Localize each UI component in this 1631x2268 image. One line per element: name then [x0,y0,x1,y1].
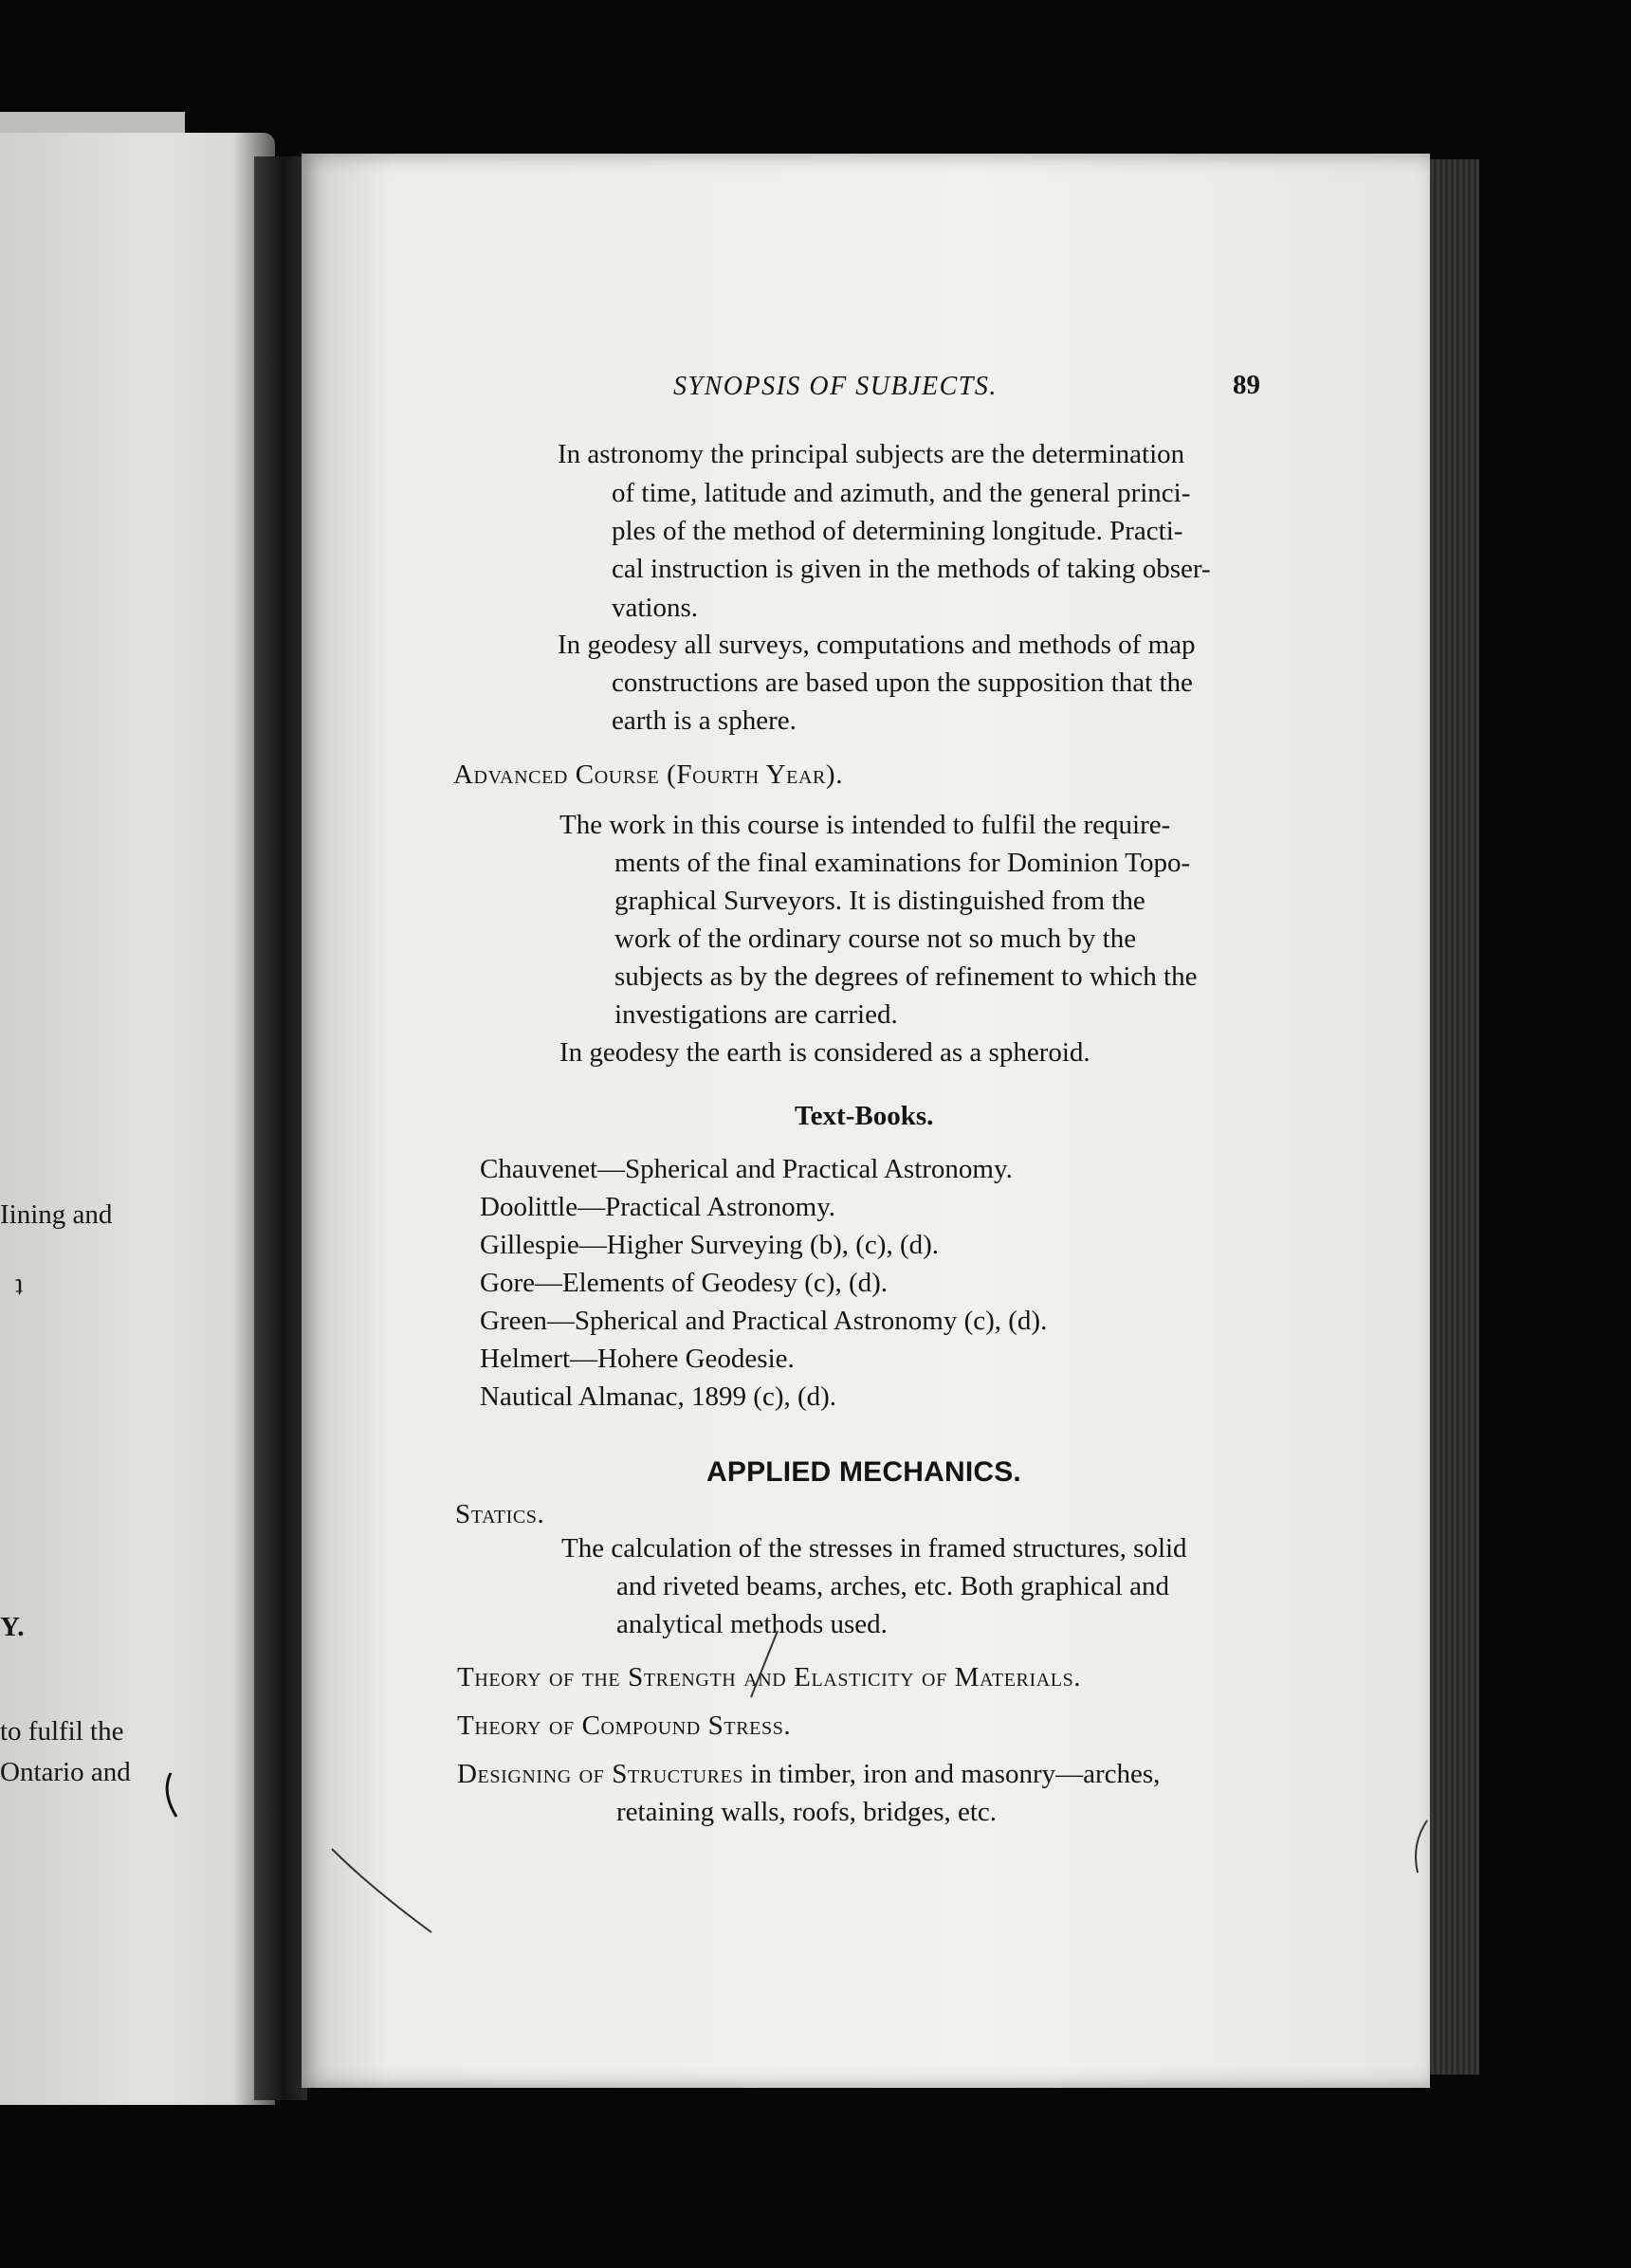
text-line: and riveted beams, arches, etc. Both graphical and [616,1571,1169,1601]
designing-heading: Designing of Structures [457,1759,744,1789]
text-line: vations. [612,593,699,623]
left-fragment-line: to fulfil the [0,1716,124,1747]
left-fragment-mark: ʇ [15,1271,24,1301]
pencil-mark [167,1773,176,1817]
applied-mechanics-heading: APPLIED MECHANICS. [706,1456,1021,1488]
page-number: 89 [1233,370,1260,400]
list-item: Chauvenet—Spherical and Practical Astronomy. [480,1154,1013,1184]
designing-continuation: retaining walls, roofs, bridges, etc. [616,1797,998,1827]
strength-heading: Theory of the Strength and Elasticity of Materials. [457,1662,1082,1692]
text-line: In astronomy the principal subjects are the determination [558,439,1185,469]
text-line: work of the ordinary course not so much by the [614,924,1137,954]
advanced-course-heading: Advanced Course (Fourth Year). [453,759,844,790]
text-line: subjects as by the degrees of refinement to which the [614,961,1198,992]
running-head: SYNOPSIS OF SUBJECTS. [673,372,998,401]
text-line: ments of the final examinations for Dominion Topo- [614,848,1191,878]
text-line: ples of the method of determining longitude. Practi- [612,516,1183,546]
text-line: cal instruction is given in the methods of taking obser- [612,554,1211,584]
list-item: Helmert—Hohere Geodesie. [480,1344,795,1374]
list-item: Nautical Almanac, 1899 (c), (d). [480,1381,837,1412]
compound-stress-heading: Theory of Compound Stress. [457,1710,792,1741]
pencil-mark [332,1849,431,1932]
left-fragment-line: Iining and [0,1199,113,1230]
text-line: analytical methods used. [616,1609,888,1639]
left-fragment-heading: Y. [0,1612,25,1642]
text-line: investigations are carried. [614,999,898,1030]
text-line: The work in this course is intended to fulfil the require- [559,810,1171,840]
list-item: Green—Spherical and Practical Astronomy (c), (d). [480,1306,1048,1336]
text-books-heading: Text-Books. [795,1101,934,1131]
geodesy-spheroid-line: In geodesy the earth is considered as a spheroid. [559,1037,1090,1068]
text-line: The calculation of the stresses in framed structures, solid [561,1533,1187,1564]
pencil-mark [751,1631,778,1697]
designing-text: in timber, iron and masonry—arches, [743,1759,1161,1789]
left-fragment-line: Ontario and [0,1757,131,1787]
list-item: Doolittle—Practical Astronomy. [480,1192,836,1222]
list-item: Gore—Elements of Geodesy (c), (d). [480,1268,889,1298]
statics-heading: Statics. [455,1499,545,1529]
pencil-mark [1416,1820,1427,1873]
text-line: earth is a sphere. [612,705,797,736]
text-line: In geodesy all surveys, computations and methods of map [558,630,1196,660]
text-line: constructions are based upon the supposition that the [612,668,1193,698]
text-line: graphical Surveyors. It is distinguished from the [614,886,1145,916]
text-line: of time, latitude and azimuth, and the general princi- [612,478,1191,508]
list-item: Gillespie—Higher Surveying (b), (c), (d). [480,1230,940,1260]
